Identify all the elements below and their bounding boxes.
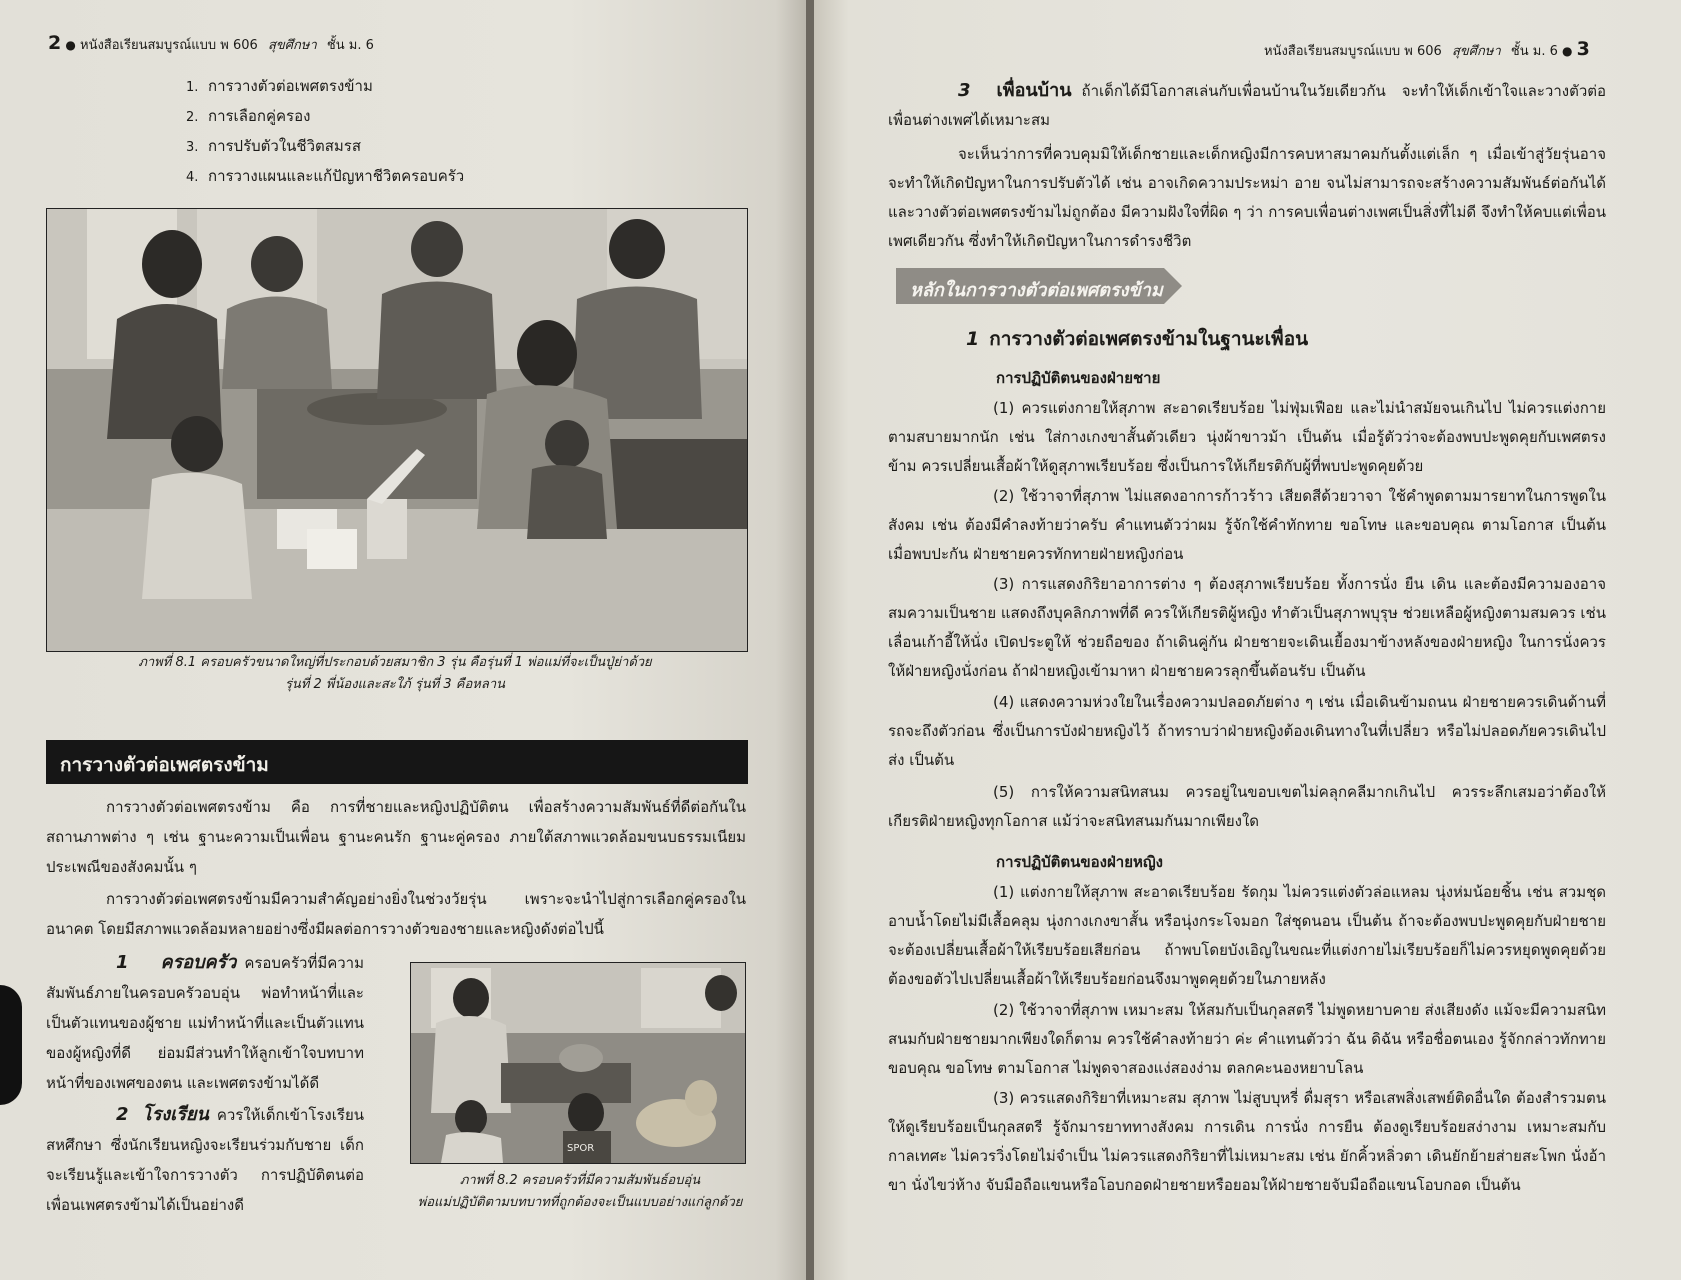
- male-item-5: (5) การให้ความสนิทสนม ควรอยู่ในขอบเขตไม่คลุกคลีมากเกินไป ควรระลึกเสมอว่าต้องให้เกียรติฝ่ายหญิงทุกโอกาส แม้ว่าจะสนิทสนมกันมากเพียงใด: [888, 783, 1606, 830]
- principles-banner: [896, 268, 1164, 304]
- male-item-4: (4) แสดงความห่วงใยในเรื่องความปลอดภัยต่าง ๆ เช่น เมื่อเดินข้ามถนน ฝ่ายชายควรเดินด้านที่รถจะถึงตัวก่อน ซึ่งเป็นการบังฝ่ายหญิงไว้ ถ้าทราบว่าฝ่ายหญิงต้องเดินทางในที่เปลี่ยว หรือไม่ปลอดภัยควรเดินไปส่ง เป็นต้น: [888, 693, 1606, 769]
- family-item: 1 ครอบครัว ครอบครัวที่มีความสัมพันธ์ภายในครอบครัวอบอุ่น พ่อทำหน้าที่และเป็นตัวแทนของผู้ชาย แม่ทำหน้าที่และเป็นตัวแทนของผู้หญิงที่ดี ย่อมมีส่วนทำให้ลูกเข้าใจบทบาท หน้าที่ของเพศของตน และเพศตรงข้ามได้ดี: [46, 952, 364, 1092]
- figure-caption-2: ภาพที่ 8.2 ครอบครัวที่มีความสัมพันธ์อบอุ่น พ่อแม่ปฏิบัติตามบทบาทที่ถูกต้องจะเป็นแบบอย่างแก่ลูกด้วย: [417, 1173, 743, 1210]
- list-item: 3. การปรับตัวในชีวิตสมรส: [186, 137, 362, 155]
- shirt-text: SPOR: [567, 1143, 595, 1154]
- intro-paragraph: การวางตัวต่อเพศตรงข้าม คือ การที่ชายและหญิงปฏิบัติตน เพื่อสร้างความสัมพันธ์ที่ดีต่อกันในสถานภาพต่าง ๆ เช่น ฐานะความเป็นเพื่อน ฐานะคนรัก ฐานะคู่ครอง ภายใต้สภาพแวดล้อมขนบธรรมเนียมประเพณีของสังคมนั้น ๆ: [46, 798, 746, 876]
- neighbor-item-title: เพื่อนบ้าน: [996, 80, 1072, 101]
- section-title: การวางตัวต่อเพศตรงข้าม: [60, 754, 269, 776]
- list-item: 4. การวางแผนและแก้ปัญหาชีวิตครอบครัว: [186, 167, 465, 185]
- figure-caption-1: ภาพที่ 8.1 ครอบครัวขนาดใหญ่ที่ประกอบด้วยสมาชิก 3 รุ่น คือรุ่นที่ 1 พ่อแม่ที่จะเป็นปู่ย่าด้วย รุ่นที่ 2 พี่น้องและสะใภ้ รุ่นที่ 3 คือหลาน: [138, 655, 652, 692]
- school-item-title: โรงเรียน: [142, 1104, 209, 1125]
- importance-paragraph: การวางตัวต่อเพศตรงข้ามมีความสำคัญอย่างยิ่งในช่วงวัยรุ่น เพราะจะนำไปสู่การเลือกคู่ครองในอนาคต โดยมีสภาพแวดล้อมหลายอย่างซึ่งมีผลต่อการวางตัวของชายและหญิงดังต่อไปนี้: [46, 890, 746, 938]
- family-photo-1: [46, 208, 748, 652]
- principles-title: หลักในการวางตัวต่อเพศตรงข้าม: [910, 280, 1163, 301]
- female-heading: การปฏิบัติตนของฝ่ายหญิง: [996, 853, 1163, 871]
- female-item-1: (1) แต่งกายให้สุภาพ สะอาดเรียบร้อย รัดกุม ไม่ควรแต่งตัวล่อแหลม นุ่งห่มน้อยชิ้น เช่น สวมชุดอาบน้ำโดยไม่มีเสื้อคลุม นุ่งกางเกงขาสั้น หรือนุ่งกระโจมอก ใส่ชุดนอน เป็นต้น ถ้าจะต้องพบปะพูดคุยกับฝ่ายชายจะต้องเปลี่ยนเสื้อผ้าให้เรียบร้อยเสียก่อน ถ้าพบโดยบังเอิญในขณะที่แต่งกายไม่เรียบร้อยก็ไม่ควรหยุดพูดคุยด้วยต้องขอตัวไปเปลี่ยนเสื้อผ้าให้เรียบร้อยก่อนจึงมาพูดคุยด้วยในภายหลัง: [888, 883, 1606, 988]
- left-header: [48, 32, 374, 55]
- family-item-title: ครอบครัว: [160, 952, 237, 973]
- left-page: [0, 0, 808, 1280]
- right-header: [1264, 38, 1590, 61]
- friend-subheading: 1 การวางตัวต่อเพศตรงข้ามในฐานะเพื่อน: [966, 328, 1309, 350]
- control-paragraph: จะเห็นว่าการที่ควบคุมมิให้เด็กชายและเด็กหญิงมีการคบหาสมาคมกันตั้งแต่เล็ก ๆ เมื่อเข้าสู่วัยรุ่นอาจจะทำให้เกิดปัญหาในการปรับตัวได้ เช่น อาจเกิดความประหม่า อาย จนไม่สามารถจะสร้างความสัมพันธ์ต่อกันได้ และวางตัวต่อเพศตรงข้ามไม่ถูกต้อง มีความฝังใจที่ผิด ๆ ว่า การคบเพื่อนต่างเพศเป็นสิ่งที่ไม่ดี จึงทำให้คบแต่เพื่อนเพศเดียวกัน ซึ่งทำให้เกิดปัญหาในการดำรงชีวิต: [888, 145, 1606, 250]
- left-header-title: หนังสือเรียนสมบูรณ์แบบ พ 606: [80, 38, 258, 53]
- left-header-subject: สุขศึกษา: [267, 38, 317, 53]
- list-item: 2. การเลือกคู่ครอง: [186, 107, 311, 125]
- family-photo-2: [410, 962, 746, 1164]
- female-item-2: (2) ใช้วาจาที่สุภาพ เหมาะสม ให้สมกับเป็นกุลสตรี ไม่พูดหยาบคาย ส่งเสียงดัง แม้จะมีความสนิทสนมกับฝ่ายชายมากเพียงใดก็ตาม ควรใช้คำลงท้ายว่า ค่ะ คำแทนตัวว่า ฉัน ดิฉัน หรือชื่อตนเอง รู้จักกล่าวทักทาย ขอบคุณ ขอโทษ ตามโอกาส ไม่พูดจาสองแง่สองง่าม ตลกคะนองหยาบโลน: [888, 1001, 1606, 1077]
- bullet-icon: ●: [1562, 44, 1573, 58]
- list-item: 1. การวางตัวต่อเพศตรงข้าม: [186, 77, 373, 95]
- male-item-3: (3) การแสดงกิริยาอาการต่าง ๆ ต้องสุภาพเรียบร้อย ทั้งการนั่ง ยืน เดิน และต้องมีความองอาจสมความเป็นชาย แสดงถึงบุคลิกภาพที่ดี ควรให้เกียรติผู้หญิง ทำตัวเป็นสุภาพบุรุษ ช่วยเหลือผู้หญิงตามสมควร เช่น เลื่อนเก้าอี้ให้นั่ง เปิดประตูให้ ช่วยถือของ ถ้าเดินคู่กัน ฝ่ายชายจะเดินเยื้องมาข้างหลังของฝ่ายหญิง ในการนั่งควรให้ฝ่ายหญิงนั่งก่อน ถ้าฝ่ายหญิงเข้ามาหา ฝ่ายชายควรลุกขึ้นต้อนรับ เป็นต้น: [888, 575, 1606, 680]
- male-heading: การปฏิบัติตนของฝ่ายชาย: [996, 369, 1161, 387]
- page-edge-shadow: [0, 985, 22, 1105]
- right-header-title: หนังสือเรียนสมบูรณ์แบบ พ 606: [1264, 44, 1442, 59]
- female-item-3: (3) ควรแสดงกิริยาที่เหมาะสม สุภาพ ไม่สูบบุหรี่ ดื่มสุรา หรือเสพสิ่งเสพย์ติดอื่นใด ต้องสำรวมตนให้ดูเรียบร้อยเป็นกุลสตรี รู้จักมารยาททางสังคม การเดิน การนั่ง การยืน ต้องดูเรียบร้อยสง่างาม เหมาะสมกับกาลเทศะ ไม่ควรวิ่งโดยไม่จำเป็น ไม่ควรแสดงกิริยาที่ไม่เหมาะสม เช่น ยักคิ้วหลิ่วตา เดินยักย้ายส่ายสะโพก นั่งอ้าขา นั่งไขว่ห้าง จับมือถือแขนหรือโอบกอดฝ่ายชายหรือยอมให้ฝ่ายชายจับมือถือแขนโอบกอด เป็นต้น: [888, 1089, 1606, 1194]
- school-item: 2 โรงเรียน ควรให้เด็กเข้าโรงเรียนสหศึกษา ซึ่งนักเรียนหญิงจะเรียนร่วมกับชาย เด็กจะเรียนรู้และเข้าใจการวางตัว การปฏิบัติตนต่อเพื่อนเพศตรงข้ามได้เป็นอย่างดี: [46, 1104, 364, 1214]
- male-item-1: (1) ควรแต่งกายให้สุภาพ สะอาดเรียบร้อย ไม่ฟุ่มเฟือย และไม่นำสมัยจนเกินไป ไม่ควรแต่งกายตามสบายมากนัก เช่น ใส่กางเกงขาสั้นตัวเดียว นุ่งผ้าขาวม้า เป็นต้น เมื่อรู้ตัวว่าจะต้องพบปะพูดคุยกับเพศตรงข้าม ควรเปลี่ยนเสื้อผ้าให้ดูสุภาพเรียบร้อย ซึ่งเป็นการให้เกียรติกับผู้ที่พบปะพูดคุยด้วย: [888, 399, 1606, 475]
- neighbor-item: 3 เพื่อนบ้าน ถ้าเด็กได้มีโอกาสเล่นกับเพื่อนบ้านในวัยเดียวกัน จะทำให้เด็กเข้าใจและวางตัวต่อเพื่อนต่างเพศได้เหมาะสม: [888, 80, 1606, 129]
- male-item-2: (2) ใช้วาจาที่สุภาพ ไม่แสดงอาการก้าวร้าว เสียดสีด้วยวาจา ใช้คำพูดตามมารยาทในการพูดในสังคม เช่น ต้องมีคำลงท้ายว่าครับ คำแทนตัวว่าผม รู้จักใช้คำทักทาย ขอโทษ และขอบคุณ ตามโอกาส เป็นต้น เมื่อพบปะกัน ฝ่ายชายควรทักทายฝ่ายหญิงก่อน: [888, 487, 1606, 563]
- topic-list: [186, 72, 464, 192]
- right-header-grade: ชั้น ม. 6: [1510, 44, 1558, 59]
- left-header-grade: ชั้น ม. 6: [326, 38, 374, 53]
- section-title-band: [46, 740, 748, 784]
- left-page-number: 2: [48, 32, 62, 54]
- right-header-subject: สุขศึกษา: [1451, 44, 1501, 59]
- right-page-number: 3: [1576, 38, 1590, 60]
- bullet-icon: ●: [65, 38, 76, 52]
